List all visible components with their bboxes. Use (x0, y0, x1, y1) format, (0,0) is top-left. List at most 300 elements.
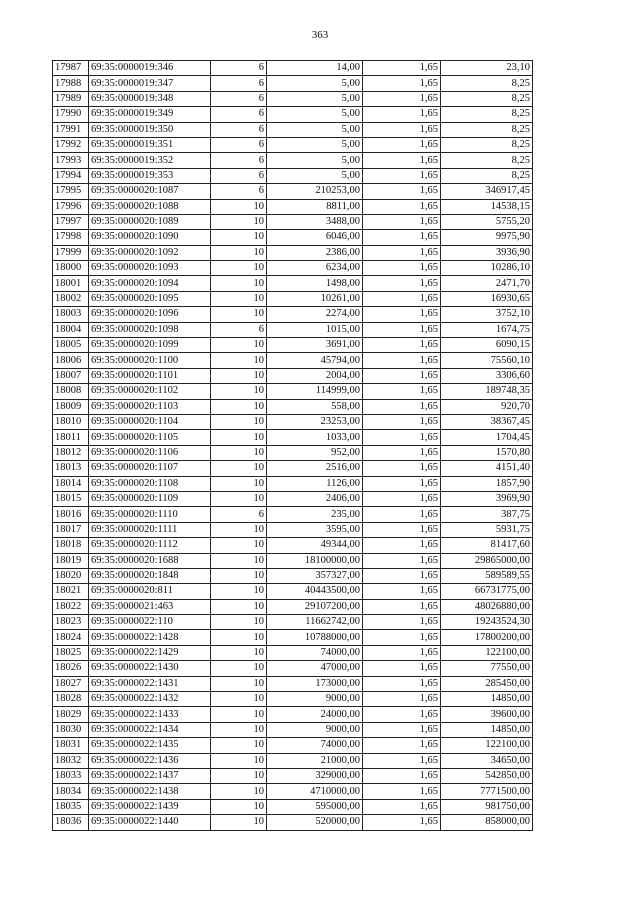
amount-cell: 8,25 (441, 76, 533, 91)
table-row (53, 338, 533, 353)
record-number-cell: 17987 (53, 61, 89, 76)
area-cell: 5,00 (267, 76, 363, 91)
rate-cell: 1,65 (363, 445, 441, 460)
table-row (53, 214, 533, 229)
area-cell: 10261,00 (267, 291, 363, 306)
record-number-cell: 17993 (53, 153, 89, 168)
amount-cell: 14538,15 (441, 199, 533, 214)
rate-cell: 1,65 (363, 184, 441, 199)
amount-cell: 4151,40 (441, 461, 533, 476)
rate-cell: 1,65 (363, 753, 441, 768)
area-cell: 3595,00 (267, 522, 363, 537)
cadastral-number-cell: 69:35:0000019:349 (89, 107, 211, 122)
rate-cell: 1,65 (363, 107, 441, 122)
rate-cell: 1,65 (363, 307, 441, 322)
rate-cell: 1,65 (363, 707, 441, 722)
record-number-cell: 18030 (53, 722, 89, 737)
area-cell: 114999,00 (267, 384, 363, 399)
area-cell: 10788000,00 (267, 630, 363, 645)
table-row (53, 307, 533, 322)
amount-cell: 589589,55 (441, 568, 533, 583)
record-number-cell: 18002 (53, 291, 89, 306)
record-number-cell: 18006 (53, 353, 89, 368)
record-number-cell: 18021 (53, 584, 89, 599)
record-number-cell: 18000 (53, 261, 89, 276)
coefficient-cell: 10 (211, 615, 267, 630)
coefficient-cell: 10 (211, 707, 267, 722)
area-cell: 235,00 (267, 507, 363, 522)
table-row (53, 399, 533, 414)
rate-cell: 1,65 (363, 430, 441, 445)
table-row (53, 553, 533, 568)
record-number-cell: 17995 (53, 184, 89, 199)
record-number-cell: 18010 (53, 414, 89, 429)
amount-cell: 1857,90 (441, 476, 533, 491)
cadastral-number-cell: 69:35:0000019:350 (89, 122, 211, 137)
rate-cell: 1,65 (363, 476, 441, 491)
record-number-cell: 18004 (53, 322, 89, 337)
cadastral-number-cell: 69:35:0000020:1101 (89, 368, 211, 383)
area-cell: 173000,00 (267, 676, 363, 691)
rate-cell: 1,65 (363, 91, 441, 106)
record-number-cell: 18034 (53, 784, 89, 799)
rate-cell: 1,65 (363, 414, 441, 429)
area-cell: 1033,00 (267, 430, 363, 445)
cadastral-number-cell: 69:35:0000020:811 (89, 584, 211, 599)
table-row (53, 707, 533, 722)
table-row (53, 230, 533, 245)
record-number-cell: 17996 (53, 199, 89, 214)
table-row (53, 137, 533, 152)
area-cell: 520000,00 (267, 815, 363, 830)
area-cell: 2386,00 (267, 245, 363, 260)
coefficient-cell: 10 (211, 599, 267, 614)
rate-cell: 1,65 (363, 153, 441, 168)
record-number-cell: 17992 (53, 137, 89, 152)
area-cell: 558,00 (267, 399, 363, 414)
table-row (53, 692, 533, 707)
amount-cell: 23,10 (441, 61, 533, 76)
table-row (53, 184, 533, 199)
area-cell: 49344,00 (267, 538, 363, 553)
coefficient-cell: 6 (211, 168, 267, 183)
coefficient-cell: 10 (211, 676, 267, 691)
cadastral-number-cell: 69:35:0000022:1437 (89, 768, 211, 783)
table-row (53, 722, 533, 737)
cadastral-number-cell: 69:35:0000022:110 (89, 615, 211, 630)
record-number-cell: 18018 (53, 538, 89, 553)
cadastral-number-cell: 69:35:0000021:463 (89, 599, 211, 614)
record-number-cell: 18011 (53, 430, 89, 445)
coefficient-cell: 6 (211, 153, 267, 168)
cadastral-number-cell: 69:35:0000019:353 (89, 168, 211, 183)
cadastral-number-cell: 69:35:0000019:348 (89, 91, 211, 106)
amount-cell: 5931,75 (441, 522, 533, 537)
table-row (53, 445, 533, 460)
coefficient-cell: 10 (211, 799, 267, 814)
cadastral-number-cell: 69:35:0000020:1104 (89, 414, 211, 429)
amount-cell: 346917,45 (441, 184, 533, 199)
table-row (53, 461, 533, 476)
cadastral-number-cell: 69:35:0000020:1107 (89, 461, 211, 476)
amount-cell: 8,25 (441, 122, 533, 137)
rate-cell: 1,65 (363, 630, 441, 645)
table-row (53, 491, 533, 506)
record-number-cell: 18020 (53, 568, 89, 583)
amount-cell: 9975,90 (441, 230, 533, 245)
record-number-cell: 17991 (53, 122, 89, 137)
amount-cell: 8,25 (441, 107, 533, 122)
area-cell: 5,00 (267, 153, 363, 168)
amount-cell: 122100,00 (441, 738, 533, 753)
rate-cell: 1,65 (363, 507, 441, 522)
cadastral-number-cell: 69:35:0000020:1088 (89, 199, 211, 214)
coefficient-cell: 6 (211, 137, 267, 152)
rate-cell: 1,65 (363, 368, 441, 383)
table-row (53, 768, 533, 783)
cadastral-number-cell: 69:35:0000020:1089 (89, 214, 211, 229)
amount-cell: 14850,00 (441, 722, 533, 737)
table-row (53, 815, 533, 830)
rate-cell: 1,65 (363, 538, 441, 553)
amount-cell: 75560,10 (441, 353, 533, 368)
table-row (53, 276, 533, 291)
record-number-cell: 18024 (53, 630, 89, 645)
coefficient-cell: 10 (211, 291, 267, 306)
area-cell: 3691,00 (267, 338, 363, 353)
area-cell: 1126,00 (267, 476, 363, 491)
coefficient-cell: 10 (211, 522, 267, 537)
coefficient-cell: 6 (211, 322, 267, 337)
record-number-cell: 18003 (53, 307, 89, 322)
cadastral-number-cell: 69:35:0000020:1094 (89, 276, 211, 291)
rate-cell: 1,65 (363, 76, 441, 91)
coefficient-cell: 10 (211, 276, 267, 291)
coefficient-cell: 10 (211, 692, 267, 707)
rate-cell: 1,65 (363, 322, 441, 337)
coefficient-cell: 10 (211, 815, 267, 830)
cadastral-number-cell: 69:35:0000022:1434 (89, 722, 211, 737)
record-number-cell: 18033 (53, 768, 89, 783)
record-number-cell: 18019 (53, 553, 89, 568)
rate-cell: 1,65 (363, 261, 441, 276)
table-row (53, 584, 533, 599)
record-number-cell: 18014 (53, 476, 89, 491)
coefficient-cell: 10 (211, 261, 267, 276)
registry-table (52, 60, 533, 831)
amount-cell: 1570,80 (441, 445, 533, 460)
table-row (53, 538, 533, 553)
rate-cell: 1,65 (363, 799, 441, 814)
amount-cell: 8,25 (441, 168, 533, 183)
table-row (53, 322, 533, 337)
coefficient-cell: 10 (211, 630, 267, 645)
record-number-cell: 18013 (53, 461, 89, 476)
table-row (53, 507, 533, 522)
coefficient-cell: 10 (211, 353, 267, 368)
area-cell: 14,00 (267, 61, 363, 76)
rate-cell: 1,65 (363, 384, 441, 399)
amount-cell: 8,25 (441, 153, 533, 168)
rate-cell: 1,65 (363, 168, 441, 183)
area-cell: 47000,00 (267, 661, 363, 676)
area-cell: 5,00 (267, 137, 363, 152)
cadastral-number-cell: 69:35:0000022:1428 (89, 630, 211, 645)
amount-cell: 5755,20 (441, 214, 533, 229)
record-number-cell: 18022 (53, 599, 89, 614)
coefficient-cell: 10 (211, 538, 267, 553)
area-cell: 9000,00 (267, 722, 363, 737)
table-row (53, 568, 533, 583)
coefficient-cell: 10 (211, 645, 267, 660)
table-row (53, 61, 533, 76)
coefficient-cell: 10 (211, 753, 267, 768)
area-cell: 18100000,00 (267, 553, 363, 568)
cadastral-number-cell: 69:35:0000020:1096 (89, 307, 211, 322)
coefficient-cell: 6 (211, 91, 267, 106)
amount-cell: 3306,60 (441, 368, 533, 383)
amount-cell: 122100,00 (441, 645, 533, 660)
amount-cell: 858000,00 (441, 815, 533, 830)
registry-table-body (53, 61, 533, 831)
rate-cell: 1,65 (363, 599, 441, 614)
area-cell: 74000,00 (267, 645, 363, 660)
amount-cell: 285450,00 (441, 676, 533, 691)
table-row (53, 645, 533, 660)
area-cell: 357327,00 (267, 568, 363, 583)
record-number-cell: 17999 (53, 245, 89, 260)
cadastral-number-cell: 69:35:0000022:1432 (89, 692, 211, 707)
amount-cell: 19243524,30 (441, 615, 533, 630)
rate-cell: 1,65 (363, 245, 441, 260)
cadastral-number-cell: 69:35:0000020:1109 (89, 491, 211, 506)
record-number-cell: 17998 (53, 230, 89, 245)
amount-cell: 17800200,00 (441, 630, 533, 645)
area-cell: 3488,00 (267, 214, 363, 229)
area-cell: 5,00 (267, 91, 363, 106)
record-number-cell: 18009 (53, 399, 89, 414)
table-row (53, 153, 533, 168)
amount-cell: 1704,45 (441, 430, 533, 445)
rate-cell: 1,65 (363, 676, 441, 691)
rate-cell: 1,65 (363, 768, 441, 783)
cadastral-number-cell: 69:35:0000020:1106 (89, 445, 211, 460)
record-number-cell: 18005 (53, 338, 89, 353)
cadastral-number-cell: 69:35:0000019:351 (89, 137, 211, 152)
coefficient-cell: 10 (211, 722, 267, 737)
rate-cell: 1,65 (363, 137, 441, 152)
cadastral-number-cell: 69:35:0000022:1440 (89, 815, 211, 830)
area-cell: 4710000,00 (267, 784, 363, 799)
table-row (53, 676, 533, 691)
coefficient-cell: 10 (211, 461, 267, 476)
area-cell: 5,00 (267, 122, 363, 137)
area-cell: 595000,00 (267, 799, 363, 814)
area-cell: 210253,00 (267, 184, 363, 199)
rate-cell: 1,65 (363, 522, 441, 537)
area-cell: 1498,00 (267, 276, 363, 291)
amount-cell: 39600,00 (441, 707, 533, 722)
coefficient-cell: 10 (211, 661, 267, 676)
rate-cell: 1,65 (363, 784, 441, 799)
area-cell: 8811,00 (267, 199, 363, 214)
area-cell: 74000,00 (267, 738, 363, 753)
cadastral-number-cell: 69:35:0000022:1439 (89, 799, 211, 814)
area-cell: 952,00 (267, 445, 363, 460)
amount-cell: 81417,60 (441, 538, 533, 553)
amount-cell: 189748,35 (441, 384, 533, 399)
coefficient-cell: 10 (211, 368, 267, 383)
coefficient-cell: 10 (211, 584, 267, 599)
cadastral-number-cell: 69:35:0000020:1105 (89, 430, 211, 445)
table-row (53, 661, 533, 676)
record-number-cell: 17989 (53, 91, 89, 106)
cadastral-number-cell: 69:35:0000022:1436 (89, 753, 211, 768)
amount-cell: 542850,00 (441, 768, 533, 783)
rate-cell: 1,65 (363, 122, 441, 137)
record-number-cell: 18025 (53, 645, 89, 660)
table-row (53, 291, 533, 306)
cadastral-number-cell: 69:35:0000020:1092 (89, 245, 211, 260)
record-number-cell: 18028 (53, 692, 89, 707)
cadastral-number-cell: 69:35:0000022:1433 (89, 707, 211, 722)
cadastral-number-cell: 69:35:0000022:1431 (89, 676, 211, 691)
coefficient-cell: 6 (211, 507, 267, 522)
table-row (53, 799, 533, 814)
coefficient-cell: 6 (211, 61, 267, 76)
rate-cell: 1,65 (363, 615, 441, 630)
rate-cell: 1,65 (363, 692, 441, 707)
record-number-cell: 18017 (53, 522, 89, 537)
cadastral-number-cell: 69:35:0000022:1429 (89, 645, 211, 660)
cadastral-number-cell: 69:35:0000020:1112 (89, 538, 211, 553)
coefficient-cell: 10 (211, 338, 267, 353)
area-cell: 2516,00 (267, 461, 363, 476)
coefficient-cell: 6 (211, 184, 267, 199)
rate-cell: 1,65 (363, 338, 441, 353)
area-cell: 5,00 (267, 107, 363, 122)
coefficient-cell: 10 (211, 491, 267, 506)
coefficient-cell: 10 (211, 445, 267, 460)
amount-cell: 1674,75 (441, 322, 533, 337)
record-number-cell: 17988 (53, 76, 89, 91)
amount-cell: 981750,00 (441, 799, 533, 814)
cadastral-number-cell: 69:35:0000020:1099 (89, 338, 211, 353)
cadastral-number-cell: 69:35:0000020:1100 (89, 353, 211, 368)
record-number-cell: 17994 (53, 168, 89, 183)
amount-cell: 8,25 (441, 137, 533, 152)
area-cell: 5,00 (267, 168, 363, 183)
table-row (53, 245, 533, 260)
table-row (53, 384, 533, 399)
amount-cell: 14850,00 (441, 692, 533, 707)
record-number-cell: 18008 (53, 384, 89, 399)
coefficient-cell: 6 (211, 107, 267, 122)
rate-cell: 1,65 (363, 645, 441, 660)
amount-cell: 34650,00 (441, 753, 533, 768)
amount-cell: 48026880,00 (441, 599, 533, 614)
amount-cell: 7771500,00 (441, 784, 533, 799)
cadastral-number-cell: 69:35:0000020:1110 (89, 507, 211, 522)
coefficient-cell: 10 (211, 784, 267, 799)
area-cell: 2406,00 (267, 491, 363, 506)
record-number-cell: 18027 (53, 676, 89, 691)
record-number-cell: 18023 (53, 615, 89, 630)
cadastral-number-cell: 69:35:0000020:1098 (89, 322, 211, 337)
area-cell: 6046,00 (267, 230, 363, 245)
record-number-cell: 18001 (53, 276, 89, 291)
table-row (53, 784, 533, 799)
cadastral-number-cell: 69:35:0000020:1087 (89, 184, 211, 199)
cadastral-number-cell: 69:35:0000020:1095 (89, 291, 211, 306)
area-cell: 9000,00 (267, 692, 363, 707)
area-cell: 21000,00 (267, 753, 363, 768)
amount-cell: 38367,45 (441, 414, 533, 429)
amount-cell: 387,75 (441, 507, 533, 522)
area-cell: 2274,00 (267, 307, 363, 322)
rate-cell: 1,65 (363, 291, 441, 306)
cadastral-number-cell: 69:35:0000019:352 (89, 153, 211, 168)
cadastral-number-cell: 69:35:0000020:1093 (89, 261, 211, 276)
rate-cell: 1,65 (363, 738, 441, 753)
coefficient-cell: 6 (211, 76, 267, 91)
table-row (53, 91, 533, 106)
record-number-cell: 18035 (53, 799, 89, 814)
rate-cell: 1,65 (363, 815, 441, 830)
area-cell: 11662742,00 (267, 615, 363, 630)
coefficient-cell: 6 (211, 122, 267, 137)
coefficient-cell: 10 (211, 245, 267, 260)
rate-cell: 1,65 (363, 661, 441, 676)
cadastral-number-cell: 69:35:0000020:1103 (89, 399, 211, 414)
area-cell: 40443500,00 (267, 584, 363, 599)
coefficient-cell: 10 (211, 768, 267, 783)
coefficient-cell: 10 (211, 476, 267, 491)
rate-cell: 1,65 (363, 214, 441, 229)
rate-cell: 1,65 (363, 230, 441, 245)
amount-cell: 2471,70 (441, 276, 533, 291)
record-number-cell: 18029 (53, 707, 89, 722)
table-row (53, 261, 533, 276)
record-number-cell: 18031 (53, 738, 89, 753)
table-row (53, 630, 533, 645)
record-number-cell: 18036 (53, 815, 89, 830)
cadastral-number-cell: 69:35:0000020:1102 (89, 384, 211, 399)
coefficient-cell: 10 (211, 214, 267, 229)
amount-cell: 10286,10 (441, 261, 533, 276)
coefficient-cell: 10 (211, 738, 267, 753)
page-number: 363 (311, 29, 329, 41)
amount-cell: 8,25 (441, 91, 533, 106)
cadastral-number-cell: 69:35:0000022:1430 (89, 661, 211, 676)
rate-cell: 1,65 (363, 353, 441, 368)
rate-cell: 1,65 (363, 584, 441, 599)
amount-cell: 66731775,00 (441, 584, 533, 599)
area-cell: 1015,00 (267, 322, 363, 337)
cadastral-number-cell: 69:35:0000019:347 (89, 76, 211, 91)
area-cell: 23253,00 (267, 414, 363, 429)
record-number-cell: 18016 (53, 507, 89, 522)
amount-cell: 3969,90 (441, 491, 533, 506)
record-number-cell: 18012 (53, 445, 89, 460)
table-row (53, 753, 533, 768)
table-row (53, 199, 533, 214)
rate-cell: 1,65 (363, 276, 441, 291)
cadastral-number-cell: 69:35:0000019:346 (89, 61, 211, 76)
table-row (53, 353, 533, 368)
coefficient-cell: 10 (211, 568, 267, 583)
area-cell: 2004,00 (267, 368, 363, 383)
